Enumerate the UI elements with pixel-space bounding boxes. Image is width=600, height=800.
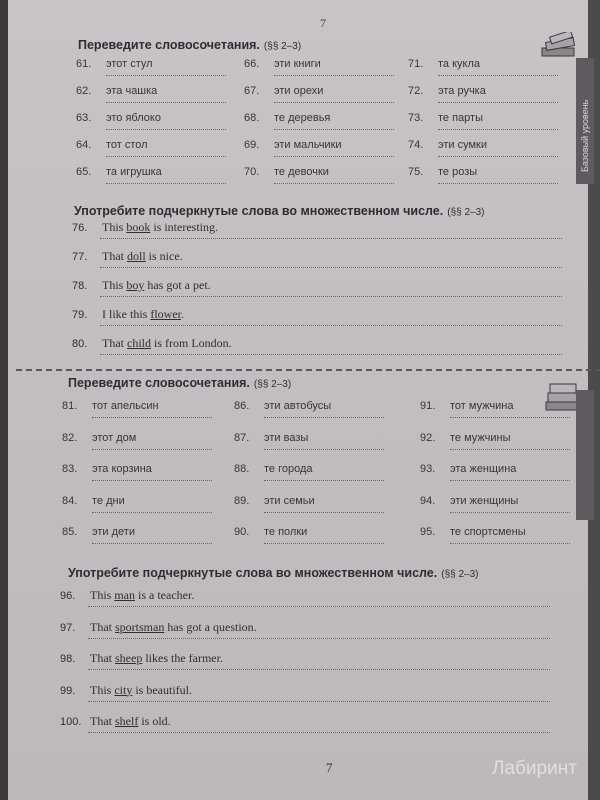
item-word: этот дом	[92, 431, 137, 444]
vocab-item	[234, 526, 307, 538]
item-number: 76.	[72, 222, 88, 234]
item-word: эти мальчики	[274, 139, 342, 151]
answer-line[interactable]	[450, 480, 570, 481]
item-number: 75.	[408, 166, 424, 178]
item-number: 63.	[76, 112, 92, 124]
item-word: это яблоко	[106, 112, 161, 124]
vocab-item	[234, 432, 308, 444]
answer-line[interactable]	[450, 417, 570, 418]
section1-title: Переведите словосочетания.	[78, 38, 260, 52]
sentence-before: That	[90, 619, 115, 634]
item-number: 73.	[408, 112, 424, 124]
sentence-item	[72, 336, 232, 351]
item-word: эти сумки	[438, 139, 488, 151]
answer-line[interactable]	[92, 512, 212, 513]
sentence-item	[72, 278, 211, 293]
item-word: те спортсмены	[450, 526, 526, 538]
sentence-after: is interesting.	[150, 220, 219, 234]
answer-line[interactable]	[100, 267, 562, 268]
item-word: та игрушка	[106, 166, 162, 178]
item-number: 68.	[244, 112, 260, 124]
vocab-item	[408, 85, 486, 97]
vocab-item	[408, 112, 483, 124]
vocab-item	[76, 166, 162, 178]
vocab-item	[76, 85, 157, 97]
sentence-after: is from London.	[151, 336, 232, 350]
sentence-after: .	[180, 307, 184, 321]
vocab-item	[234, 400, 331, 412]
item-number: 94.	[420, 494, 436, 507]
answer-line[interactable]	[106, 183, 226, 184]
answer-line[interactable]	[264, 480, 384, 481]
answer-line[interactable]	[88, 638, 550, 639]
answer-line[interactable]	[274, 102, 394, 103]
side-tab-2	[576, 390, 594, 520]
item-number: 71.	[408, 58, 424, 70]
sentence-before: This	[102, 278, 127, 292]
vocab-item	[244, 85, 323, 97]
workbook-page	[8, 0, 588, 800]
answer-line[interactable]	[92, 449, 212, 450]
answer-line[interactable]	[274, 129, 394, 130]
answer-line[interactable]	[100, 296, 562, 297]
section1-heading	[78, 38, 301, 52]
underlined-word: book	[126, 220, 151, 234]
sentence-after: is old.	[138, 714, 171, 728]
item-number: 72.	[408, 85, 424, 97]
item-number: 93.	[420, 463, 436, 475]
item-word: эта ручка	[438, 85, 486, 97]
vocab-item	[62, 400, 159, 412]
sentence-after: is beautiful.	[132, 682, 192, 697]
item-number: 100.	[60, 716, 82, 728]
item-number: 74.	[408, 139, 424, 151]
item-word: эта корзина	[92, 463, 152, 475]
item-word: та кукла	[438, 58, 480, 70]
vocab-item	[76, 58, 153, 70]
item-number: 83.	[62, 463, 78, 475]
answer-line[interactable]	[438, 156, 558, 157]
answer-line[interactable]	[264, 543, 384, 544]
sentence-item	[72, 249, 183, 264]
section2-heading	[74, 204, 484, 218]
item-number: 89.	[234, 494, 250, 507]
answer-line[interactable]	[264, 512, 384, 513]
item-word: эта женщина	[450, 463, 517, 475]
item-number: 80.	[72, 338, 88, 350]
item-word: эти орехи	[274, 85, 324, 97]
item-word: те дни	[92, 494, 125, 507]
item-number: 65.	[76, 166, 92, 178]
answer-line[interactable]	[274, 75, 394, 76]
page-number-bottom: 7	[326, 760, 333, 775]
books-icon	[540, 32, 580, 62]
sentence-before: That	[102, 249, 127, 263]
sentence-after: has got a pet.	[144, 278, 211, 292]
item-number: 82.	[62, 431, 78, 444]
item-number: 87.	[234, 431, 250, 444]
vocab-item	[408, 58, 480, 70]
item-number: 92.	[420, 431, 436, 444]
vocab-item	[244, 139, 342, 151]
vocab-item	[420, 432, 511, 444]
vocab-item	[62, 463, 152, 475]
item-word: те мужчины	[450, 431, 511, 444]
item-number: 66.	[244, 58, 260, 70]
answer-line[interactable]	[450, 512, 570, 513]
sentence-before: I like this	[102, 307, 151, 321]
item-word: эти книги	[274, 58, 321, 70]
underlined-word: child	[127, 336, 151, 350]
item-number: 84.	[62, 494, 78, 507]
vocab-item	[408, 139, 487, 151]
sentence-after: likes the farmer.	[142, 651, 223, 665]
section2-ref: (§§ 2–3)	[447, 207, 485, 218]
item-number: 90.	[234, 526, 250, 538]
item-word: эти вазы	[264, 431, 309, 444]
answer-line[interactable]	[106, 156, 226, 157]
vocab-item	[62, 432, 136, 444]
vocab-item	[420, 495, 518, 507]
answer-line[interactable]	[100, 354, 562, 355]
underlined-word: sheep	[115, 651, 143, 665]
sentence-before: This	[102, 220, 127, 234]
vocab-item	[76, 112, 161, 124]
item-number: 78.	[72, 280, 88, 292]
page-number-top: 7	[320, 16, 326, 30]
item-number: 70.	[244, 166, 260, 178]
underlined-word: man	[114, 588, 136, 602]
answer-line[interactable]	[106, 129, 226, 130]
answer-line[interactable]	[92, 417, 212, 418]
sentence-item	[60, 588, 194, 603]
answer-line[interactable]	[438, 183, 558, 184]
sentence-item	[72, 220, 218, 235]
item-word: те парты	[438, 112, 483, 124]
vocab-item	[244, 166, 329, 178]
item-number: 99.	[60, 684, 76, 697]
underlined-word: shelf	[115, 714, 139, 728]
item-number: 86.	[234, 400, 250, 412]
item-word: эти дети	[92, 526, 135, 538]
item-word: те девочки	[274, 166, 329, 178]
vocab-item	[62, 526, 135, 538]
item-number: 85.	[62, 526, 78, 538]
item-number: 62.	[76, 85, 92, 97]
sentence-item	[72, 307, 184, 322]
answer-line[interactable]	[88, 606, 550, 607]
item-number: 64.	[76, 139, 92, 151]
item-word: этот стул	[106, 58, 153, 70]
sentence-item	[60, 714, 171, 729]
underlined-word: boy	[126, 278, 145, 292]
item-number: 88.	[234, 463, 250, 475]
item-number: 77.	[72, 251, 88, 263]
vocab-item	[408, 166, 477, 178]
item-word: эти автобусы	[264, 400, 332, 412]
answer-line[interactable]	[450, 543, 570, 544]
sentence-item	[60, 620, 257, 635]
section3-heading	[68, 376, 291, 390]
item-word: эта чашка	[106, 85, 158, 97]
answer-line[interactable]	[106, 102, 226, 103]
side-tab-label: Базовый уровень	[580, 99, 590, 172]
item-number: 98.	[60, 653, 76, 665]
item-number: 97.	[60, 621, 76, 634]
item-number: 81.	[62, 400, 78, 412]
answer-line[interactable]	[88, 701, 550, 702]
item-number: 61.	[76, 58, 92, 70]
answer-line[interactable]	[438, 75, 558, 76]
answer-line[interactable]	[106, 75, 226, 76]
section2-title: Употребите подчеркнутые слова во множественном числе.	[74, 204, 444, 218]
answer-line[interactable]	[264, 449, 384, 450]
item-word: те розы	[438, 166, 478, 178]
sentence-before: That	[90, 651, 115, 665]
answer-line[interactable]	[264, 417, 384, 418]
item-number: 79.	[72, 309, 88, 321]
section3-ref: (§§ 2–3)	[253, 379, 292, 390]
item-word: эти женщины	[450, 494, 519, 507]
sentence-item	[60, 651, 223, 666]
item-word: те города	[264, 463, 313, 475]
section4-ref: (§§ 2–3)	[441, 569, 479, 580]
section3-title: Переведите словосочетания.	[68, 376, 250, 390]
sentence-after: is nice.	[145, 249, 183, 263]
vocab-item	[244, 112, 330, 124]
item-word: тот мужчина	[450, 400, 514, 412]
answer-line[interactable]	[92, 480, 212, 481]
answer-line[interactable]	[92, 543, 212, 544]
answer-line[interactable]	[274, 156, 394, 157]
answer-line[interactable]	[450, 449, 570, 450]
section4-heading	[68, 566, 478, 580]
vocab-item	[62, 495, 125, 507]
sentence-after: has got a question.	[164, 619, 257, 634]
item-word: тот апельсин	[92, 400, 159, 412]
underlined-word: city	[114, 682, 133, 697]
answer-line[interactable]	[100, 325, 562, 326]
vocab-item	[234, 495, 315, 507]
underlined-word: flower	[150, 307, 181, 321]
answer-line[interactable]	[274, 183, 394, 184]
answer-line[interactable]	[438, 102, 558, 103]
sentence-before: This	[90, 682, 115, 697]
item-word: эти семьи	[264, 494, 315, 507]
vocab-item	[76, 139, 148, 151]
item-word: те полки	[264, 526, 308, 538]
underlined-word: doll	[127, 249, 146, 263]
answer-line[interactable]	[438, 129, 558, 130]
item-number: 91.	[420, 400, 436, 412]
underlined-word: sportsman	[115, 619, 165, 634]
item-word: те деревья	[274, 112, 331, 124]
item-number: 67.	[244, 85, 260, 97]
sentence-before: This	[90, 588, 115, 602]
sentence-before: That	[90, 714, 115, 728]
sentence-after: is a teacher.	[135, 588, 195, 602]
vocab-item	[420, 526, 526, 538]
item-word: тот стол	[106, 139, 148, 151]
vocab-item	[234, 463, 313, 475]
answer-line[interactable]	[100, 238, 562, 239]
vocab-item	[420, 400, 514, 412]
item-number: 95.	[420, 526, 436, 538]
item-number: 69.	[244, 139, 260, 151]
section1-ref: (§§ 2–3)	[263, 41, 302, 52]
answer-line[interactable]	[88, 669, 550, 670]
item-number: 96.	[60, 590, 76, 602]
cut-line	[16, 369, 600, 371]
watermark-logo: Лабиринт	[492, 758, 577, 779]
answer-line[interactable]	[88, 732, 550, 733]
section4-title: Употребите подчеркнутые слова во множественном числе.	[68, 566, 438, 580]
vocab-item	[420, 463, 516, 475]
sentence-item	[60, 683, 192, 698]
sentence-before: That	[102, 336, 127, 350]
vocab-item	[244, 58, 321, 70]
